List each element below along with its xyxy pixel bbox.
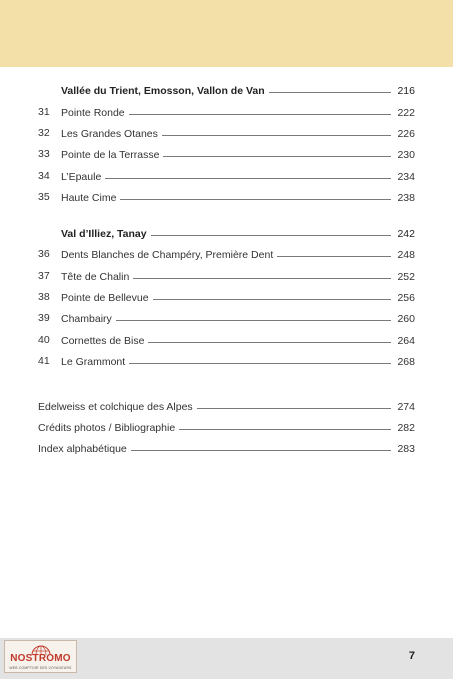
toc-entry-title: Haute Cime [61, 192, 117, 204]
toc-entry[interactable] [0, 353, 453, 369]
toc-page-number: 268 [397, 356, 415, 368]
toc-entry-title: Chambairy [61, 313, 112, 325]
toc-entry-number: 40 [38, 334, 50, 346]
toc-entry-title: Tête de Chalin [61, 271, 130, 283]
toc-entry-title: Dents Blanches de Champéry, Première Dent [61, 249, 274, 261]
toc-entry-number: 41 [38, 355, 50, 367]
toc-entry[interactable] [0, 246, 453, 262]
toc-appendix-entry[interactable] [0, 419, 453, 435]
toc-page-number: 248 [397, 249, 415, 261]
toc-entry-title: Index alphabétique [38, 443, 127, 455]
toc-entry[interactable] [0, 289, 453, 305]
toc-entry-number: 39 [38, 312, 50, 324]
toc-leader-line [197, 397, 391, 409]
toc-entry-number: 35 [38, 191, 50, 203]
toc-leader-line [120, 188, 391, 200]
toc-leader-line [129, 352, 391, 364]
toc-page-number: 222 [397, 107, 415, 119]
toc-section-heading[interactable] [0, 225, 453, 241]
toc-leader-line [133, 267, 391, 279]
toc-page-number: 260 [397, 313, 415, 325]
toc-page-number: 238 [397, 192, 415, 204]
toc-section-title: Vallée du Trient, Emosson, Vallon de Van [61, 85, 265, 97]
toc-page-number: 242 [397, 228, 415, 240]
toc-entry-title: Pointe Ronde [61, 107, 125, 119]
toc-entry-title: Cornettes de Bise [61, 335, 145, 347]
toc-section-title: Val d’Illiez, Tanay [61, 228, 147, 240]
toc-appendix-entry[interactable] [0, 440, 453, 456]
toc-leader-line [162, 124, 391, 136]
toc-page-number: 282 [397, 422, 415, 434]
toc-leader-line [131, 439, 391, 451]
toc-entry-number: 32 [38, 127, 50, 139]
toc-entry-title: Crédits photos / Bibliographie [38, 422, 176, 434]
toc-section-heading[interactable] [0, 82, 453, 98]
toc-page-number: 274 [397, 401, 415, 413]
toc-leader-line [129, 103, 391, 115]
toc-entry-title: Pointe de la Terrasse [61, 149, 160, 161]
toc-leader-line [179, 418, 391, 430]
toc-leader-line [148, 331, 391, 343]
toc-leader-line [116, 309, 391, 321]
toc-appendix-entry[interactable] [0, 398, 453, 414]
toc-page-number: 230 [397, 149, 415, 161]
toc-entry-number: 36 [38, 248, 50, 260]
logo-subtitle: WEB COMPTOIR DES VOYAGEURS [9, 666, 72, 670]
toc-page-number: 234 [397, 171, 415, 183]
toc-leader-line [153, 288, 391, 300]
toc-entry[interactable] [0, 189, 453, 205]
toc-page-number: 252 [397, 271, 415, 283]
toc-entry[interactable] [0, 268, 453, 284]
page-number: 7 [408, 650, 415, 662]
toc-leader-line [269, 81, 391, 93]
toc-entry-title: Le Grammont [61, 356, 126, 368]
toc-entry-number: 38 [38, 291, 50, 303]
toc-page-number: 264 [397, 335, 415, 347]
toc-page-number: 216 [397, 85, 415, 97]
toc-entry-title: L’Epaule [61, 171, 102, 183]
logo-text: NOSTROMO [10, 653, 71, 664]
toc-entry-title: Edelweiss et colchique des Alpes [38, 401, 193, 413]
toc-leader-line [105, 167, 391, 179]
toc-entry[interactable] [0, 146, 453, 162]
toc-page-number: 226 [397, 128, 415, 140]
toc-leader-line [151, 224, 391, 236]
toc-entry[interactable] [0, 125, 453, 141]
toc-leader-line [163, 145, 391, 157]
toc-entry-number: 33 [38, 148, 50, 160]
toc-entry[interactable] [0, 168, 453, 184]
toc-entry-title: Pointe de Bellevue [61, 292, 149, 304]
toc-entry-number: 31 [38, 106, 50, 118]
toc-entry[interactable] [0, 332, 453, 348]
toc-entry-number: 34 [38, 170, 50, 182]
nostromo-logo [4, 640, 77, 673]
toc-entry-number: 37 [38, 270, 50, 282]
toc-entry[interactable] [0, 310, 453, 326]
toc-page-number: 256 [397, 292, 415, 304]
header-band [0, 0, 453, 67]
toc-leader-line [277, 245, 391, 257]
toc-entry-title: Les Grandes Otanes [61, 128, 158, 140]
toc-page-number: 283 [397, 443, 415, 455]
toc-entry[interactable] [0, 104, 453, 120]
